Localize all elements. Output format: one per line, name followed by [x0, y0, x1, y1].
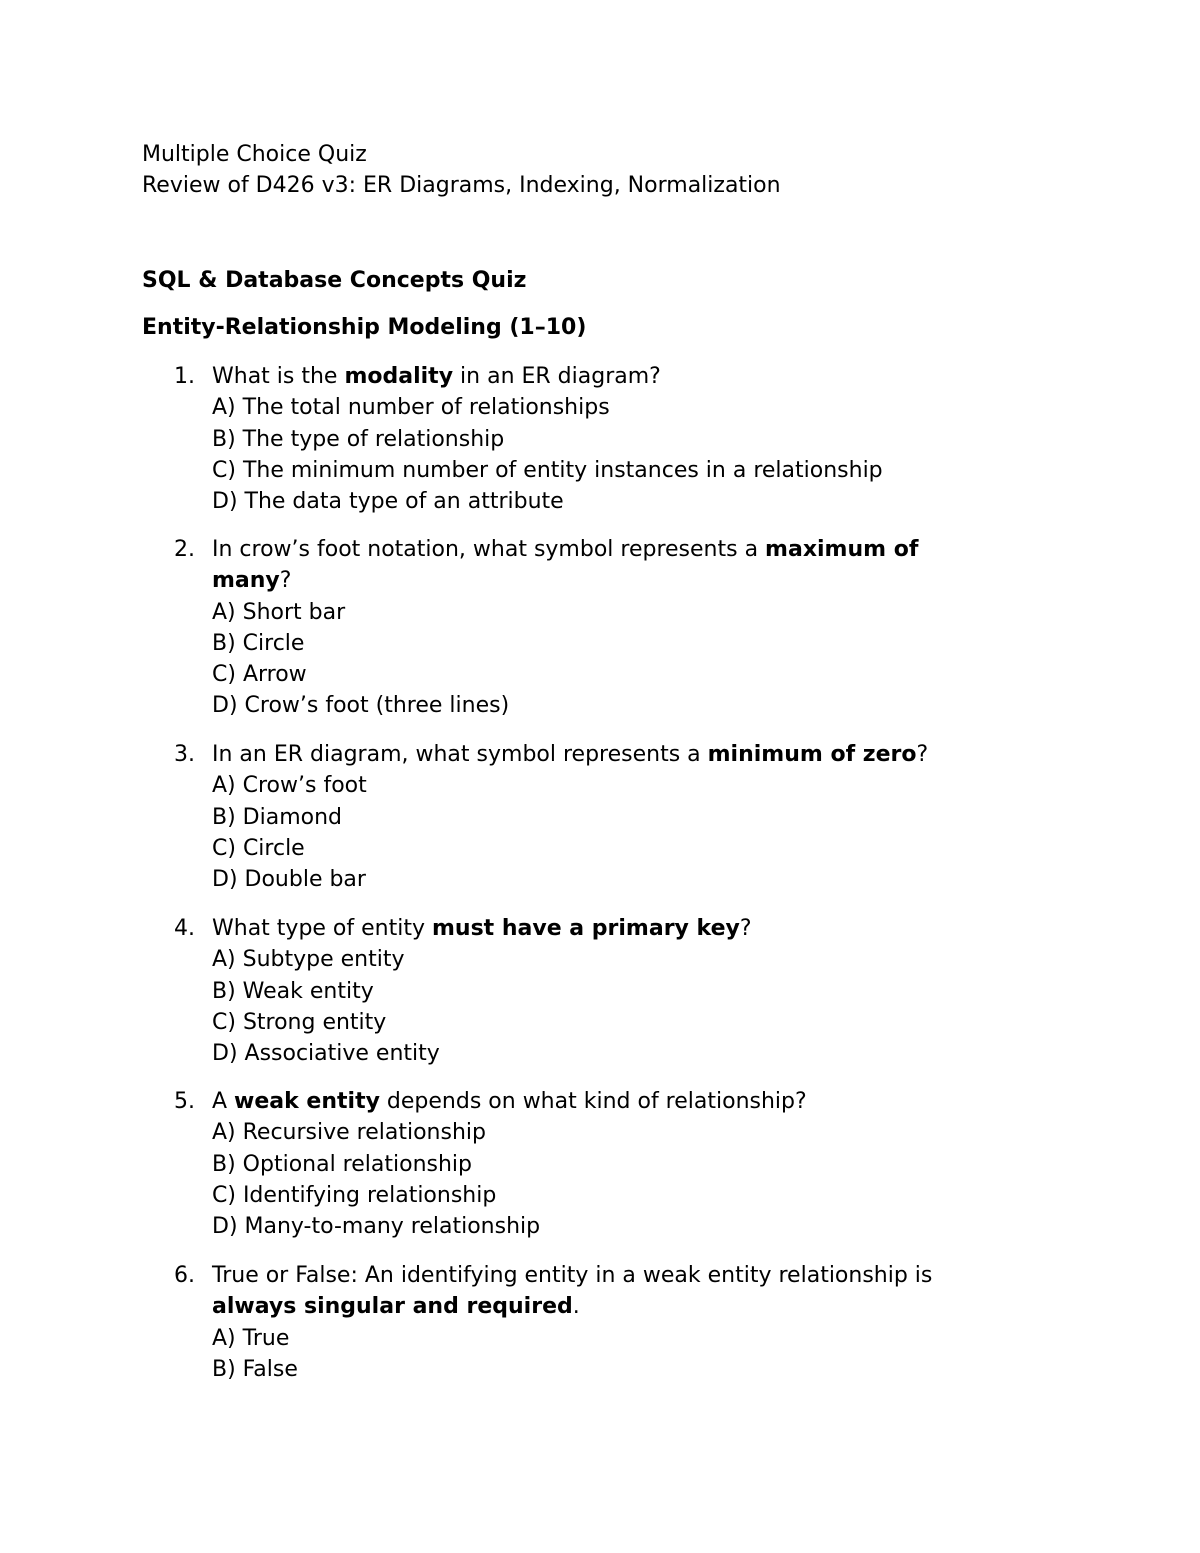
question-4: [142, 913, 1042, 1069]
answer-option: A) Recursive relationship: [212, 1120, 486, 1146]
question-number: 4.: [174, 916, 195, 941]
answer-option: C) The minimum number of entity instances in a relationship: [212, 457, 883, 483]
answer-option: A) True: [212, 1325, 290, 1351]
question-3: [142, 739, 1042, 895]
answer-option: B) False: [212, 1356, 298, 1382]
answer-option: D) The data type of an attribute: [212, 489, 564, 515]
quiz-title: SQL & Database Concepts Quiz: [142, 268, 527, 293]
question-2: [142, 534, 1042, 722]
question-number: 1.: [174, 364, 195, 389]
answer-option: B) Diamond: [212, 804, 343, 830]
answer-option: B) The type of relationship: [212, 426, 505, 452]
question-6-text: 6. True or False: An identifying entity in a weak entity relationship is: [142, 1260, 1042, 1291]
question-4-text: 4. What type of entity must have a primary key?: [142, 913, 1042, 944]
answer-option: C) Arrow: [212, 662, 307, 688]
question-number: 5.: [174, 1089, 195, 1114]
question-2-text: 2. In crow’s foot notation, what symbol represents a maximum of: [142, 534, 1042, 565]
question-1-text: 1. What is the modality in an ER diagram?: [142, 361, 1042, 392]
question-number: 6.: [174, 1263, 195, 1288]
question-6: [142, 1260, 1042, 1385]
answer-option: C) Strong entity: [212, 1009, 387, 1035]
question-number: 3.: [174, 742, 195, 767]
question-1: [142, 361, 1042, 517]
answer-option: D) Many-to-many relationship: [212, 1214, 541, 1240]
question-5: [142, 1086, 1042, 1242]
answer-option: A) Short bar: [212, 599, 346, 625]
answer-option: A) Crow’s foot: [212, 773, 367, 799]
answer-option: A) Subtype entity: [212, 947, 405, 973]
document-subtitle: Review of D426 v3: ER Diagrams, Indexing, Normalization: [142, 173, 781, 198]
answer-option: A) The total number of relationships: [212, 395, 610, 421]
answer-option: B) Optional relationship: [212, 1151, 472, 1177]
question-6-text-continued: always singular and required.: [212, 1294, 580, 1320]
question-number: 2.: [174, 537, 195, 562]
question-5-text: 5. A weak entity depends on what kind of relationship?: [142, 1086, 1042, 1117]
answer-option: D) Associative entity: [212, 1041, 440, 1067]
document-title: Multiple Choice Quiz: [142, 142, 367, 167]
answer-option: C) Circle: [212, 835, 305, 861]
section-title: Entity-Relationship Modeling (1–10): [142, 315, 587, 340]
question-3-text: 3. In an ER diagram, what symbol represents a minimum of zero?: [142, 739, 1042, 770]
answer-option: D) Crow’s foot (three lines): [212, 693, 510, 719]
question-2-text-continued: many?: [212, 568, 292, 594]
answer-option: D) Double bar: [212, 867, 366, 893]
answer-option: B) Circle: [212, 630, 305, 656]
answer-option: C) Identifying relationship: [212, 1182, 497, 1208]
answer-option: B) Weak entity: [212, 978, 374, 1004]
